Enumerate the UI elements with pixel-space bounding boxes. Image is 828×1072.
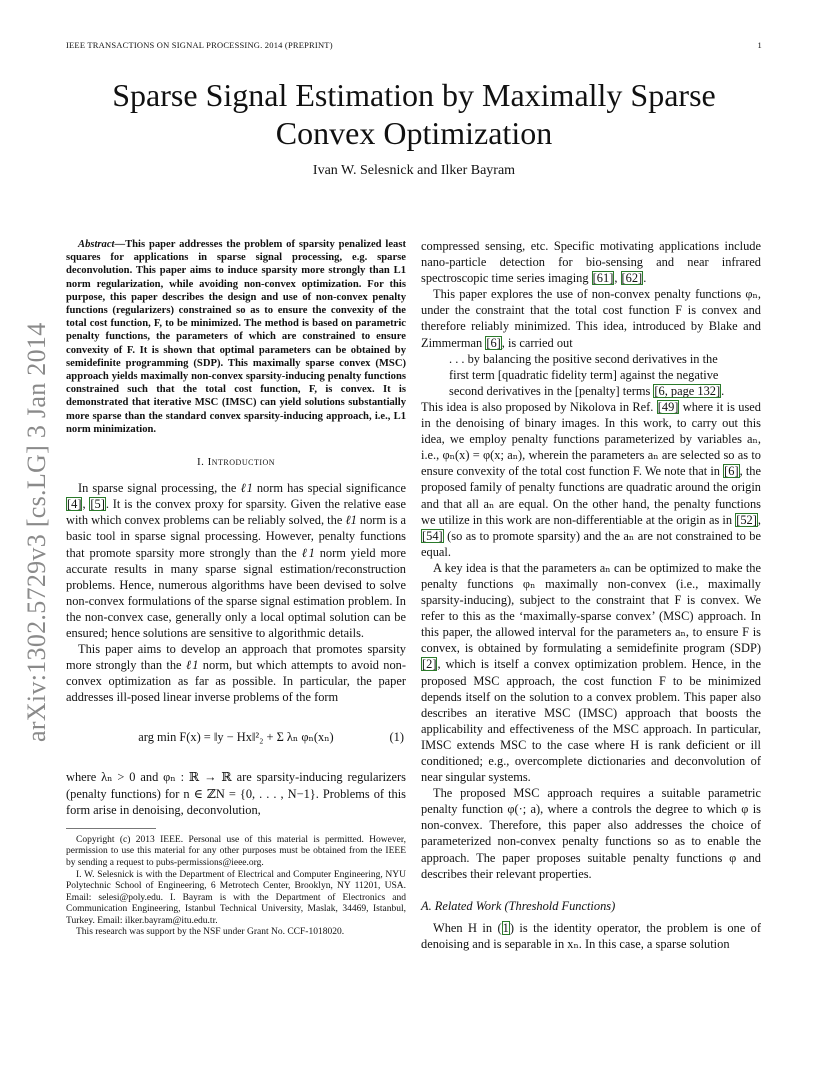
page-number: 1 [757,40,762,50]
left-column [66,238,406,939]
section-title: Introduction [207,456,276,469]
title-line-2: Convex Optimization [275,115,553,151]
section-heading [66,454,406,470]
citation-link[interactable]: [61] [592,271,614,286]
citation-link[interactable]: [2] [422,657,437,672]
intro-paragraph-1: In sparse signal processing, the ℓ1 norm has special significance [4], [5]. It is the convex proxy for sparsity. Given the relative ease with which convex problems can be reliably solved, the ℓ1 norm is a basic tool in sparse signal processing. However, penalty functions that promote sparsity more strongly than the ℓ1 norm yield more accurate results in many sparse signal estimation/reconstruction problems. Hence, numerous algorithms have been devised to solve non-convex formulations of the sparse signal estimation problem. In the non-convex case, generally only a local optimal solution can be ensured; hence solutions are sensitive to algorithmic details. [66,481,406,640]
citation-link[interactable]: [5] [90,497,105,512]
intro-paragraph-2: This paper aims to develop an approach that promotes sparsity more strongly than the ℓ1 norm, but which attempts to avoid non-convex optimization as far as possible. In particular, the paper addresses ill-posed linear inverse problems of the form [66,642,407,705]
citation-link[interactable]: [6] [486,335,501,350]
right-paragraph-5: The proposed MSC approach requires a suitable parametric penalty function φ(·; a), where a controls the degree to which φ is non-convex. Therefore, this paper also addresses the choice of parameterized non-convex penalty functions so as to enable the approach. The paper proposes suitable penalty functions φ and describes their relevant properties. [421,786,761,881]
citation-link[interactable]: [54] [422,528,443,543]
right-paragraph-6: When H in (1) is the identity operator, the problem is one of denoising and is separable in xₙ. In this case, a sparse solution [421,920,761,951]
footnote-copyright: Copyright (c) 2013 IEEE. Personal use of this material is permitted. However, permission to use this material for any other purposes must be obtained from the IEEE by sending a request to pubs-permissions@ieee.org. [66,834,406,868]
block-quote: . . . by balancing the positive second derivatives in the first term [quadratic fidelity term] against the negative second derivatives in the [penalty] terms [6, page 132]. [449,351,725,398]
author-list: Ivan W. Selesnick and Ilker Bayram [312,163,516,178]
intro-paragraph-3: where λₙ > 0 and φₙ : ℝ → ℝ are sparsity-inducing regularizers (penalty functions) for n ∈ ℤN = {0, . . . , N−1}. Problems of this form arise in denoising, deconvolution, [66,770,406,817]
footnote-affiliations: I. W. Selesnick is with the Department of Electrical and Computer Engineering, NYU Polytechnic School of Engineering, 6 Metrotech Center, Brooklyn, NY 11201, USA. Email: selesi@poly.edu. I. Bayram is with the Department of Electronics and Communication Engineering, Istanbul Technical University, Maslak, 34469, Istanbul, Turkey. Email: ilker.bayram@itu.edu.tr. [66,869,406,926]
citation-link[interactable]: [52] [736,512,757,527]
right-paragraph-4: A key idea is that the parameters aₙ can be optimized to make the penalty functions φₙ maximally non-convex (i.e., maximally sparsity-inducing), subject to the constraint that F is convex. We refer to this as the ‘maximally-sparse convex’ (MSC) approach. In this paper, the allowed interval for the parameters aₙ, to ensure F is convex, is obtained by formulating a semidefinite program (SDP) [2], which is itself a convex optimization problem. Hence, in the proposed MSC approach, the cost function F to be minimized depends itself on the solution to a convex problem. This paper also describes an iterative MSC (IMSC) approach that boosts the applicability and effectiveness of the MSC approach. In particular, IMSC extends MSC to the case where H is rank deficient or ill conditioned; e.g., overcomplete dictionaries and deconvolution of near singular systems. [421,560,761,785]
citation-link[interactable]: [4] [67,497,82,512]
abstract-text: —This paper addresses the problem of sparsity penalized least squares for applications in sparse signal processing, e.g. sparse deconvolution. This paper aims to induce sparsity more strongly than L1 norm regularization, while avoiding non-convex optimization. For this purpose, this paper describes the design and use of non-convex penalty functions (regularizers) constrained so as to ensure the convexity of the total cost function, F, to be minimized. The method is based on parametric penalty functions, the parameters of which are constrained to ensure convexity of F. It is shown that optimal parameters can be obtained by semidefinite programming (SDP). This maximally sparse convex (MSC) approach yields maximally non-convex sparsity-inducing penalty functions constrained such that the total cost function, F, is convex. It is demonstrated that iterative MSC (IMSC) can yield solutions substantially more sparse than the standard convex sparsity-inducing approach, i.e., L1 norm minimization. [66,239,406,435]
right-paragraph-3: This idea is also proposed by Nikolova in Ref. [49] where it is used in the denoising of binary images. In this work, to carry out this idea, we employ penalty functions parameterized by variables aₙ, i.e., φₙ(x) = φ(x; aₙ), wherein the parameters aₙ are selected so as to ensure convexity of the total cost function F. We note that in [6], the proposed family of penalty functions are quadratic around the origin and that all aₙ are equal. On the other hand, the penalty functions we utilize in this work are non-differentiable at the origin as in [52], [54] (so as to promote sparsity) and the aₙ are not constrained to be equal. [421,399,761,559]
right-paragraph-2: This paper explores the use of non-convex penalty functions φₙ, under the constraint that the total cost function F is convex and therefore reliably minimized. This idea, introduced by Blake and Zimmerman [6], is carried out [421,287,761,350]
journal-name: IEEE TRANSACTIONS ON SIGNAL PROCESSING. 2014 (PREPRINT) [66,40,333,50]
section-number: I. [196,456,205,469]
equation-number: (1) [389,730,404,745]
abstract-label: Abstract [78,239,115,250]
equation-expression: arg min F(x) = ‖y − Hx‖²₂ + Σ λₙ φₙ(xₙ) [138,730,334,745]
equation-1 [66,717,406,757]
arxiv-identifier: arXiv:1302.5729v3 [cs.LG] 3 Jan 2014 [22,322,51,742]
abstract [66,238,406,436]
citation-link[interactable]: [6, page 132] [654,383,721,398]
citation-link[interactable]: [62] [621,271,643,286]
title-line-1: Sparse Signal Estimation by Maximally Sparse [112,77,716,113]
paper-title [60,76,768,152]
running-header [66,40,762,50]
right-column [421,238,761,952]
citation-link[interactable]: [6] [724,464,739,479]
footnote-divider [66,828,156,829]
footnote-support: This research was support by the NSF under Grant No. CCF-1018020. [76,927,345,938]
right-paragraph-1: compressed sensing, etc. Specific motivating applications include nano-particle detection for bio-sensing and near infrared spectroscopic time series imaging [61], [62]. [421,239,761,286]
equation-reference-link[interactable]: 1 [502,920,509,935]
subsection-heading: A. Related Work (Threshold Functions) [421,898,616,913]
citation-link[interactable]: [49] [657,399,679,414]
